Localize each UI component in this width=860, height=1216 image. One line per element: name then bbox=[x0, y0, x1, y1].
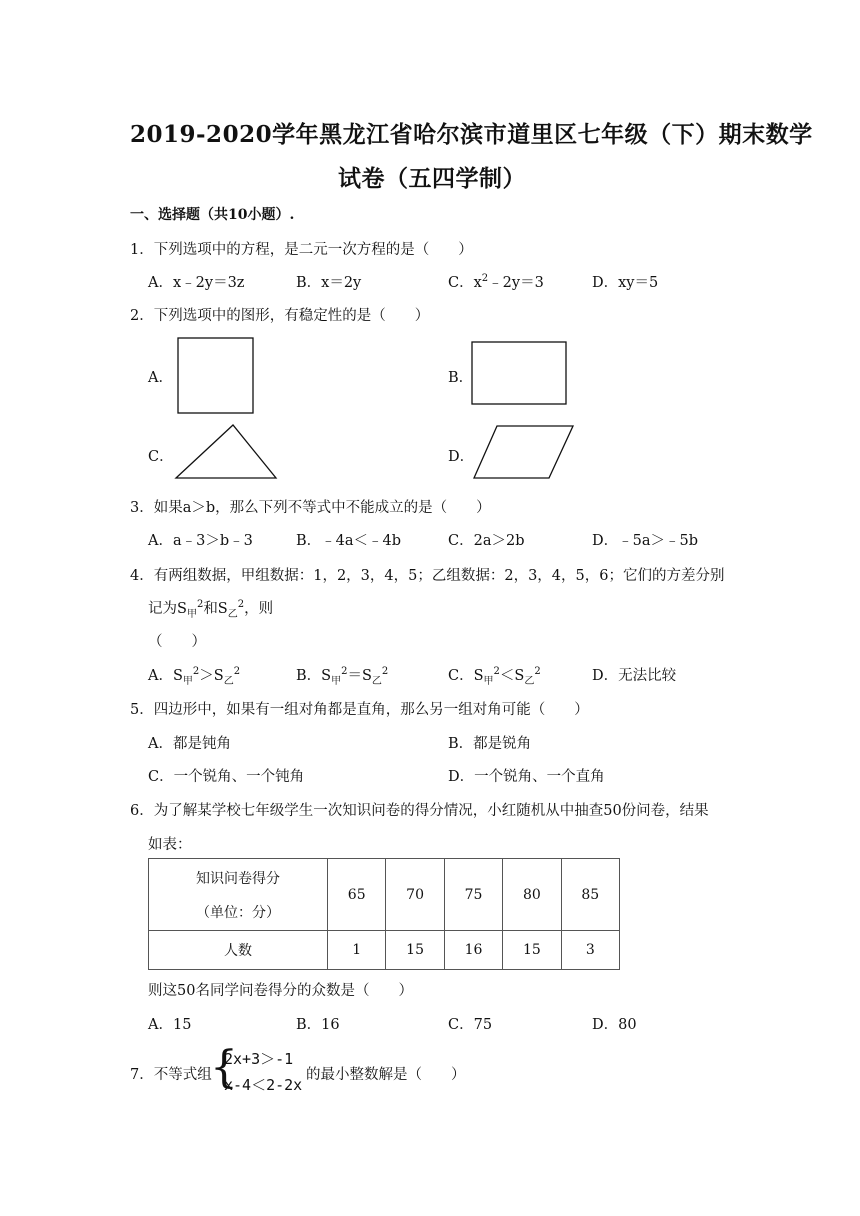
question-6-option-d: D．80 bbox=[592, 1017, 637, 1033]
table-score-cell: 75 bbox=[444, 859, 502, 931]
square-figure bbox=[178, 338, 253, 413]
question-6-stem-line1: 6．为了解某学校七年级学生一次知识问卷的得分情况，小红随机从中抽查50份问卷，结果 bbox=[130, 803, 709, 819]
question-6-option-a: A．15 bbox=[148, 1017, 192, 1033]
question-3-stem: 3．如果a＞b，那么下列不等式中不能成立的是（ ） bbox=[130, 500, 491, 516]
table-count-cell: 16 bbox=[444, 931, 502, 970]
table-row bbox=[149, 859, 620, 931]
table-score-cell: 80 bbox=[503, 859, 561, 931]
inequality-1: 2x+3＞-1 bbox=[224, 1050, 294, 1068]
question-5-option-a: A．都是钝角 bbox=[148, 736, 231, 752]
question-6-after-table: 则这50名同学问卷得分的众数是（ ） bbox=[148, 983, 413, 999]
page-title-line2: 试卷（五四学制） bbox=[338, 165, 526, 192]
question-2-option-d: D． bbox=[448, 449, 475, 465]
question-4-option-d: D．无法比较 bbox=[592, 668, 677, 684]
question-3-option-b: B．﹣4a＜﹣4b bbox=[296, 533, 402, 549]
question-2-option-c: C． bbox=[148, 449, 174, 465]
inequality-2: x-4＜2-2x bbox=[224, 1076, 303, 1094]
triangle-figure bbox=[176, 425, 276, 478]
question-4-stem-line1: 4．有两组数据，甲组数据：1，2，3，4，5；乙组数据：2，3，4，5，6；它们的方差分别 bbox=[130, 568, 725, 584]
question-6-stem-line2: 如表： bbox=[148, 837, 192, 853]
question-1-stem: 1．下列选项中的方程，是二元一次方程的是（ ） bbox=[130, 242, 473, 258]
table-score-cell: 85 bbox=[561, 859, 619, 931]
table-header-cell: 知识问卷得分 （单位：分） bbox=[149, 859, 328, 931]
section-heading: 一、选择题（共10小题）. bbox=[130, 207, 295, 223]
question-5-option-b: B．都是锐角 bbox=[448, 736, 532, 752]
table-row-label: 人数 bbox=[149, 931, 328, 970]
question-2-option-a: A． bbox=[148, 370, 173, 386]
question-4-answer-paren: （ ） bbox=[148, 634, 206, 650]
question-7-stem-suffix: 的最小整数解是（ ） bbox=[306, 1067, 466, 1083]
question-3-option-a: A．a﹣3＞b﹣3 bbox=[148, 533, 253, 549]
score-table bbox=[148, 858, 620, 970]
page-title-line1: 2019-2020学年黑龙江省哈尔滨市道里区七年级（下）期末数学 bbox=[130, 121, 813, 148]
rectangle-figure bbox=[472, 342, 566, 404]
question-5-stem: 5．四边形中，如果有一组对角都是直角，那么另一组对角可能（ ） bbox=[130, 702, 589, 718]
table-count-cell: 15 bbox=[503, 931, 561, 970]
table-count-cell: 1 bbox=[328, 931, 386, 970]
question-7-stem-prefix: 7．不等式组 bbox=[130, 1067, 212, 1083]
question-1-option-d: D．xy＝5 bbox=[592, 275, 659, 291]
question-2-stem: 2．下列选项中的图形，有稳定性的是（ ） bbox=[130, 308, 430, 324]
question-4-option-a: A．$S_甲^2>S_乙^2$ bbox=[148, 666, 241, 687]
question-3-option-d: D．﹣5a＞﹣5b bbox=[592, 533, 699, 549]
question-4-option-b: B．$S_甲^2=S_乙^2$ bbox=[296, 666, 389, 687]
question-4-stem-line2: 记为$S_甲^2$和$S_乙^2$，则 bbox=[148, 599, 274, 620]
question-1-option-b: B．x＝2y bbox=[296, 275, 362, 291]
parallelogram-figure bbox=[474, 426, 573, 478]
system-brace: { bbox=[210, 1042, 238, 1093]
question-2-option-b: B． bbox=[448, 370, 474, 386]
question-1-option-c: C．$x^2﹣2y=3$ bbox=[448, 273, 544, 291]
table-count-cell: 3 bbox=[561, 931, 619, 970]
question-5-option-d: D．一个锐角、一个直角 bbox=[448, 769, 605, 785]
question-1-option-a: A．x﹣2y＝3z bbox=[148, 275, 245, 291]
table-score-cell: 65 bbox=[328, 859, 386, 931]
question-3-option-c: C．2a＞2b bbox=[448, 533, 525, 549]
question-5-option-c: C．一个锐角、一个钝角 bbox=[148, 769, 305, 785]
question-2-figures bbox=[0, 0, 860, 500]
table-row bbox=[149, 931, 620, 970]
table-count-cell: 15 bbox=[386, 931, 444, 970]
table-score-cell: 70 bbox=[386, 859, 444, 931]
question-6-option-b: B．16 bbox=[296, 1017, 340, 1033]
question-4-option-c: C．$S_甲^2<S_乙^2$ bbox=[448, 666, 541, 687]
question-6-option-c: C．75 bbox=[448, 1017, 493, 1033]
